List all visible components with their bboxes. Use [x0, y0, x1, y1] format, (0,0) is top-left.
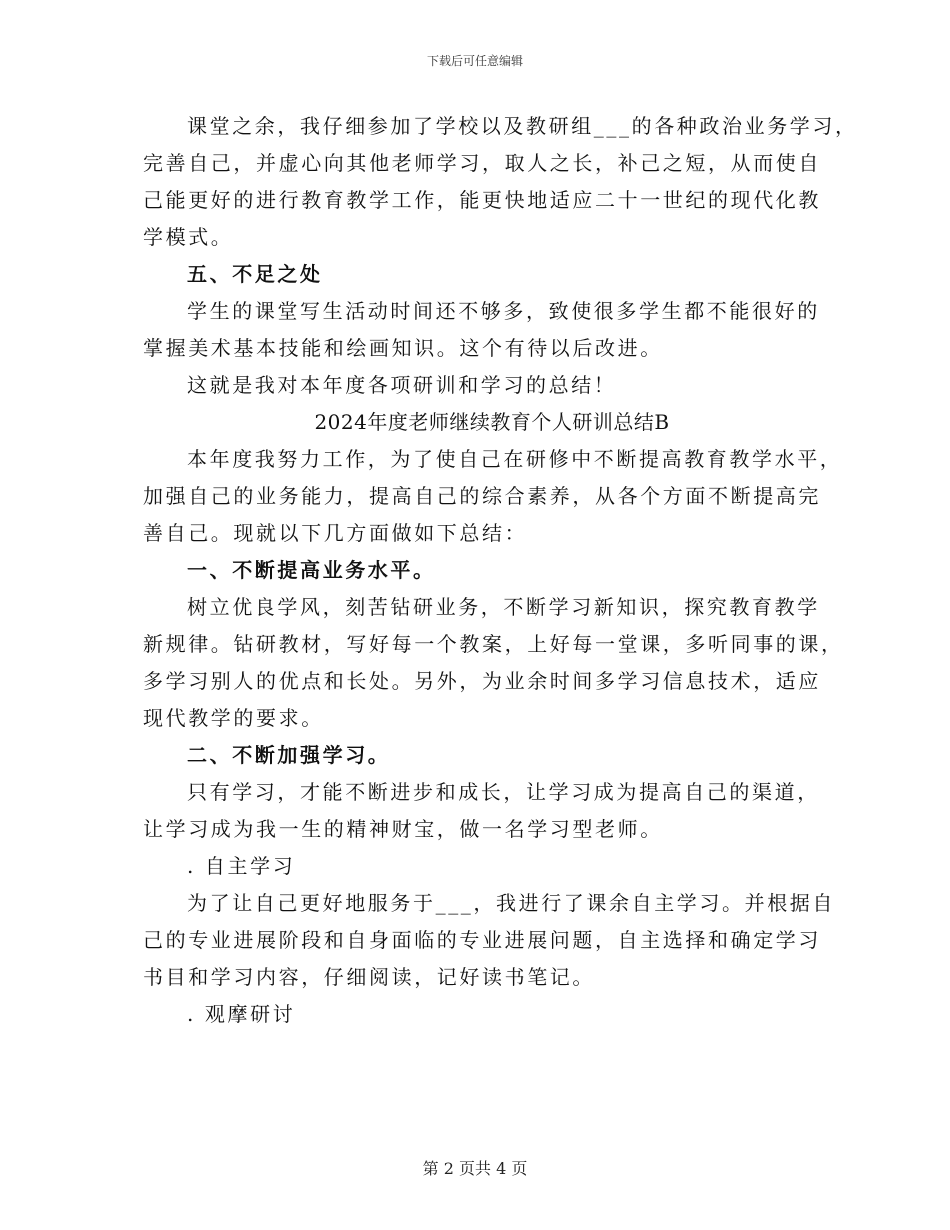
subsection-observation: . 观摩研讨: [187, 1002, 296, 1026]
paragraph-line: 课堂之余，我仔细参加了学校以及教研组___的各种政治业务学习，: [187, 114, 858, 138]
section-heading-shortcomings: 五、不足之处: [187, 262, 323, 286]
paragraph-line: 加强自己的业务能力，提高自己的综合素养，从各个方面不断提高完: [143, 484, 821, 508]
paragraph-line: 书目和学习内容，仔细阅读，记好读书笔记。: [143, 965, 595, 989]
document-body: [143, 108, 858, 1033]
paragraph-line: 树立优良学风，刻苦钻研业务，不断学习新知识，探究教育教学: [187, 595, 820, 619]
paragraph-line: 这就是我对本年度各项研训和学习的总结！: [187, 373, 617, 397]
subsection-self-study: . 自主学习: [187, 854, 296, 878]
paragraph-line: 掌握美术基本技能和绘画知识。这个有待以后改进。: [143, 336, 663, 360]
paragraph-line: 善自己。现就以下几方面做如下总结：: [143, 521, 528, 545]
paragraph-line: 学生的课堂写生活动时间还不够多，致使很多学生都不能很好的: [187, 299, 820, 323]
page-header: 下载后可任意编辑: [426, 54, 523, 68]
paragraph-line: 多学习别人的优点和长处。另外，为业余时间多学习信息技术，适应: [143, 669, 821, 693]
paragraph-line: 只有学习，才能不断进步和成长，让学习成为提高自己的渠道，: [187, 780, 820, 804]
paragraph-line: 现代教学的要求。: [143, 706, 324, 730]
document-title: 2024年度老师继续教育个人研训总结B: [314, 410, 670, 434]
paragraph-line: 新规律。钻研教材，写好每一个教案，上好每一堂课，多听同事的课，: [143, 632, 844, 656]
paragraph-line: 完善自己，并虚心向其他老师学习，取人之长，补己之短，从而使自: [143, 151, 821, 175]
paragraph-line: 己能更好的进行教育教学工作，能更快地适应二十一世纪的现代化教: [143, 188, 821, 212]
paragraph-line: 学模式。: [143, 225, 234, 249]
paragraph-line: 本年度我努力工作，为了使自己在研修中不断提高教育教学水平，: [187, 447, 843, 471]
paragraph-line: 为了让自己更好地服务于___，我进行了课余自主学习。并根据自: [187, 891, 835, 915]
page-footer: 第 2 页共 4 页: [422, 1159, 528, 1178]
paragraph-line: 让学习成为我一生的精神财宝，做一名学习型老师。: [143, 817, 663, 841]
section-heading-business-level: 一、不断提高业务水平。: [187, 558, 436, 582]
paragraph-line: 己的专业进展阶段和自身面临的专业进展问题，自主选择和确定学习: [143, 928, 821, 952]
section-heading-learning: 二、不断加强学习。: [187, 743, 391, 767]
